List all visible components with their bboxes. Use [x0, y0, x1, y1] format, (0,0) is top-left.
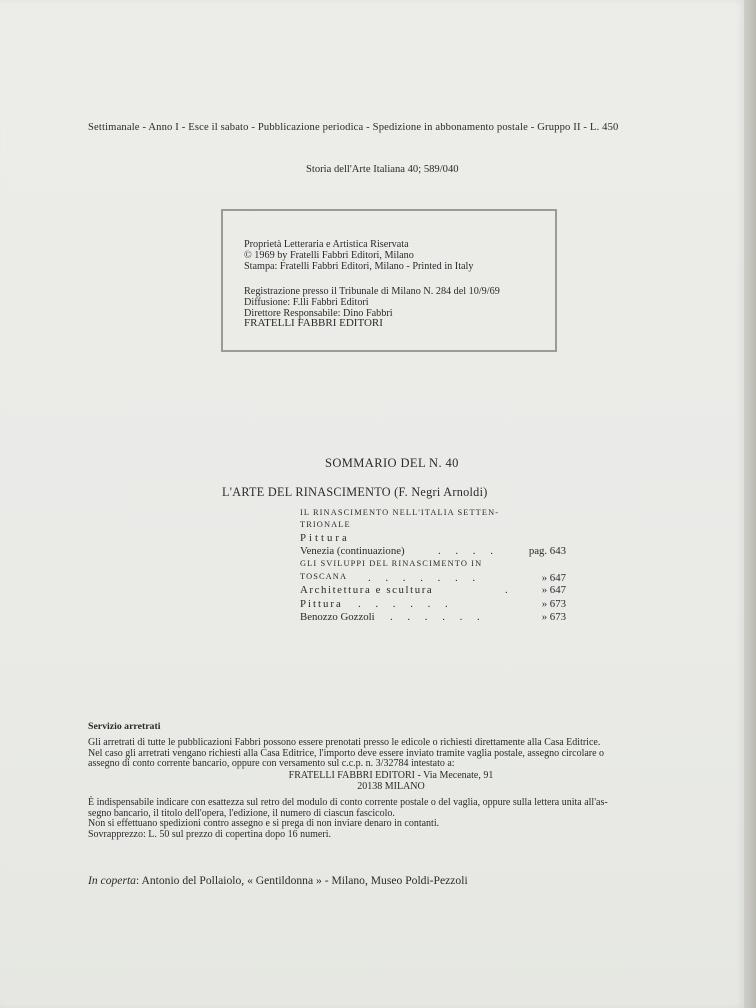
- credits-line: Diffusione: F.lli Fabbri Editori: [244, 297, 369, 308]
- para-line: Non si effettuano spedizioni contro assegno e si prega di non inviare denaro in contanti.: [88, 818, 440, 830]
- toc-page: pag. 643: [528, 545, 566, 557]
- toc-page: » 647: [541, 584, 566, 596]
- credits-line: Direttore Responsabile: Dino Fabbri: [244, 308, 393, 319]
- toc-page: » 673: [541, 598, 566, 610]
- cover-credit-text: : Antonio del Pollaiolo, « Gentildonna » - Milano, Museo Poldi-Pezzoli: [135, 874, 468, 887]
- toc-dots: . . . . . .: [358, 598, 454, 610]
- toc-label: Architettura e scultura: [300, 584, 434, 596]
- para-line: Nel caso gli arretrati vengano richiesti alla Casa Editrice, l'importo deve essere inviato tramite vaglia postale, assegno circolare o: [88, 747, 605, 759]
- sommario-title: SOMMARIO DEL N. 40: [325, 456, 459, 470]
- toc-label: Pittura: [300, 532, 350, 544]
- toc-label: GLI SVILUPPI DEL RINASCIMENTO IN: [300, 559, 483, 568]
- para-line: assegno di conto corrente bancario, oppure con versamento sul c.c.p. n. 3/32784 intestato a:: [88, 758, 455, 770]
- credits-line: Stampa: Fratelli Fabbri Editori, Milano - Printed in Italy: [244, 261, 474, 272]
- servizio-para2: [88, 798, 694, 840]
- masthead-line: Settimanale - Anno I - Esce il sabato - Pubblicazione periodica - Spedizione in abbonamento postale - Gruppo II - L. 450: [88, 122, 619, 133]
- toc-label: Benozzo Gozzoli: [300, 611, 375, 623]
- toc-dots: . . . .: [438, 545, 499, 557]
- credits-line: © 1969 by Fratelli Fabbri Editori, Milano: [244, 250, 414, 261]
- toc-entry: [300, 584, 566, 598]
- servizio-heading: Servizio arretrati: [88, 721, 161, 732]
- para-line: È indispensabile indicare con esattezza sul retro del modulo di conto corrente postale o del vaglia, oppure sulla lettera unita all'as-: [88, 797, 608, 808]
- toc-entry: [300, 532, 566, 546]
- para-line: Sovrapprezzo: L. 50 sul prezzo di copertina dopo 16 numeri.: [88, 828, 331, 840]
- toc-dots: . . . . . .: [390, 611, 486, 623]
- cover-credit-prefix: In coperta: [88, 874, 136, 887]
- page-edge: [744, 0, 756, 1008]
- toc-label: Pittura: [300, 598, 343, 610]
- toc-entry: [300, 598, 566, 612]
- toc-dots: . . . . . . .: [368, 572, 482, 584]
- toc-entry: [300, 611, 566, 625]
- para-line: Gli arretrati di tutte le pubblicazioni Fabbri possono essere prenotati presso le edicole o richiesti direttamente alla Casa Editrice.: [88, 737, 601, 748]
- address-line: 20138 MILANO: [357, 781, 425, 792]
- toc-entry: [300, 545, 566, 559]
- toc-label: IL RINASCIMENTO NELL'ITALIA SETTEN-: [300, 508, 500, 517]
- toc-label: TOSCANA: [300, 572, 348, 581]
- toc-page: » 673: [541, 611, 566, 623]
- section-title: L'ARTE DEL RINASCIMENTO (F. Negri Arnoldi): [222, 485, 488, 499]
- issue-line: Storia dell'Arte Italiana 40; 589/040: [306, 164, 459, 175]
- servizio-para1: [88, 738, 694, 770]
- toc-page: » 647: [541, 572, 566, 584]
- credits-line: Proprietà Letteraria e Artistica Riservata: [244, 239, 409, 250]
- toc-dots: .: [505, 584, 514, 596]
- address-line: FRATELLI FABBRI EDITORI - Via Mecenate, 91: [288, 770, 494, 781]
- cover-credit: [88, 874, 468, 887]
- toc-label: TRIONALE: [300, 520, 351, 529]
- credits-box: [221, 209, 557, 352]
- credits-line: Registrazione presso il Tribunale di Milano N. 284 del 10/9/69: [244, 286, 500, 297]
- credits-publisher: FRATELLI FABBRI EDITORI: [244, 317, 383, 329]
- toc-label: Venezia (continuazione): [300, 545, 405, 557]
- para-line: segno bancario, il titolo dell'opera, l'edizione, il numero di ciascun fascicolo.: [88, 807, 395, 819]
- toc-entry: [300, 559, 566, 573]
